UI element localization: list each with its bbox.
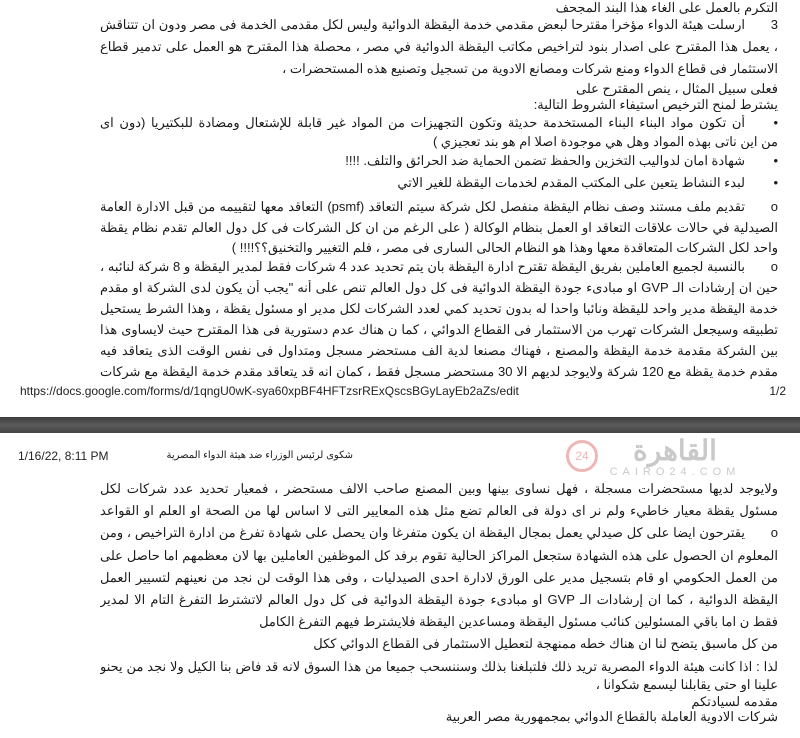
text-line: علينا او حتى يقابلنا ليسمع شكوانا ، [595,677,778,692]
page-separator [0,417,800,433]
text-line: من العمل الحكومي او قام بتسجيل مدير على الورق لادارة احدى الصيدليات ، وفى هذا الوقت لن نجد من نعينهم لتسيير العمل [100,570,778,585]
text-line: واحد لكل الشركات المتعاقدة معها وهذا هو النظام الحالى السارى فى مصر ، فلم التغيير والتخنيق؟؟!!!! ) [231,240,778,255]
print-date: 1/16/22, 8:11 PM [18,449,109,463]
text-line: مقدم خدمة يقظة مع 120 شركة ولايوجد لديهم الا 30 مستحضر مسجل فقط ، كمان انه قد يتعاقد مقدم خدمة اليقظة مع شركات [100,364,778,379]
sub-bullet-icon: o [770,259,778,274]
bullet-icon: • [773,153,778,168]
bullet-icon: • [773,115,778,130]
text-line: المعلوم ان الحصول على هذه الشهادة ستجعل المراكز الحالية تقوم برفد كل الموظفين العاملين بها لان معظمهم اما حاصل على [100,548,778,563]
document-title: شكوى لرئيس الوزراء ضد هيئة الدواء المصرية [166,450,353,461]
text-line: شركات الادوية العاملة بالقطاع الدوائي بمجمهورية مصر العربية [445,709,778,724]
text-line: الاستثمار فى قطاع الدواء ومنع شركات ومصانع الادوية من تسجيل وتصنيع هذه المستحضرات ، [282,61,778,76]
text-line: اليقظة الدوائية ، كما ان إرشادات الـ GVP او مبادىء جودة اليقظة الدوائية فى كل دول العالم لاتشترط التفرغ التام الا لمدير [100,592,778,607]
text-line: لبدء النشاط يتعين على المكتب المقدم لخدمات اليقظة للغير الاتي [397,175,745,190]
watermark-badge: 24 [566,440,598,472]
text-line: من اين ناتى بهذه المواد وهل هي موجودة اصلا ام هو بند تعجيزي ) [432,134,778,149]
text-line: يشترط لمنح الترخيص استيفاء الشروط التالية: [533,97,778,112]
text-line: الصيدلية في حالات علاقات التعاقد او العمل بنظام الوكالة ( على الرغم من ان كل الشركات فى كل دول العالم تقدم نظام يقظة [100,220,778,235]
text-line: حين ان إرشادات الـ GVP او مبادىء جودة اليقظة الدوائية فى كل دول العالم تنص على أنه "يجب أن يكون لدى الشركة او مقدم [100,280,778,295]
list-number: 3 [770,17,778,32]
text-line: أن تكون مواد البناء البناء المستخدمة حديثة وتكون التجهيزات من المواد غير قابلة للإشتعال ومضادة للبكتيريا (دون اى [100,115,745,130]
text-line: ، يعمل هذا المقترح على اصدار بنود لتراخيص مكاتب اليقظة الدوائية في مصر ، محصلة هذا المقترح هو العمل على تدمير قطاع [100,39,778,54]
text-line: يقترحون ايضا على كل صيدلي يعمل بمجال اليقظة ان يكون متفرغا وان يحصل على شهادة تفرغ من ادارة التراخيص ، ومن [100,525,745,540]
text-line: فعلى سبيل المثال ، ينص المقترح على [575,81,778,96]
text-line: شهادة امان لدواليب التخزين والحفظ تضمن الحماية ضد الحرائق والتلف. !!!! [345,153,745,168]
text-line: مسئول يقظة معيار خاطيء ولم نر اى دولة فى العالم تضع مثل هذه المعايير التى لا اساس لها من الصحة او العلم او القواعد [100,503,778,518]
text-line: ولايوجد لديها مستحضرات مسجلة ، فهل نساوى بينها وبين المصنع صاحب الالف مستحضر ، فمعيار تحديد عدد شركات لكل [100,481,778,496]
footer-url[interactable]: https://docs.google.com/forms/d/1qngU0wK-sya60xpBF4HFTzsrRExQscsBGyLayEb2aZs/edit [20,384,519,398]
watermark-arabic: القاهرة [633,435,717,466]
watermark-logo [575,435,750,478]
text-line: بالنسبة لجميع العاملين بفريق اليقظة تقترح ادارة اليقظة بان يتم تحديد عدد 4 شركات فقط لمدير اليقظة و 8 شركة لنائبه ، [100,259,745,274]
text-line: خدمة اليقظة مدير واحد لليقظة ونائبا واحدا له بدون تحديد كمي لعدد الشركات لكل مدير او مسئول يقظة ، وهذا الشرط يستحيل [100,301,778,316]
text-line: ارسلت هيئة الدواء مؤخرا مقترحا لبعض مقدمي خدمة اليقظة الدوائية وليس لكل مقدمى الخدمة فى مصر ودون ان تتناقش [100,17,745,32]
text-line: فقط ن اما باقي المسئولين كنائب مسئول اليقظة ومساعدين اليقظة فلايشترط فيهم التفرغ الكامل [259,614,778,629]
text-line: من كل ماسبق يتضح لنا ان هناك خطه ممنهجة لتعطيل الاستثمار فى القطاع الدوائي ككل [313,636,778,651]
bullet-icon: • [773,175,778,190]
watermark-latin: CAIRO24.COM [609,466,741,478]
text-line: تطبيقه وسيجعل الشركات تهرب من الاستثمار فى القطاع الدوائي ، كما ن هناك عدم دستورية فى هذا المقترح حيث لايساوى هذا [100,322,778,337]
text-line: لذا : اذا كانت هيئة الدواء المصرية تريد ذلك فلتبلغنا بذلك وسننسحب جميعا من هذا السوق لانه قد فاض بنا الكيل ولا نجد من يحنو [100,659,778,674]
text-line: بين الشركة مقدمة خدمة اليقظة والمصنع ، فهناك مصنعا لدية الف مستحضر مسجل ومتداول فى نفس الوقت الذى يتعاقد فيه [100,343,778,358]
text-line: مقدمه لسيادتكم [691,694,778,709]
sub-bullet-icon: o [770,199,778,214]
text-line: التكرم بالعمل على الغاء هذا البند المجحف [555,0,778,15]
sub-bullet-icon: o [770,525,778,540]
text-line: تقديم ملف مستند وصف نظام اليقظة منفصل لكل شركة سيتم التعاقد (psmf) التعاقد معها لتقييمه من قبل الادارة العامة [100,199,745,214]
page-number: 1/2 [769,384,786,398]
